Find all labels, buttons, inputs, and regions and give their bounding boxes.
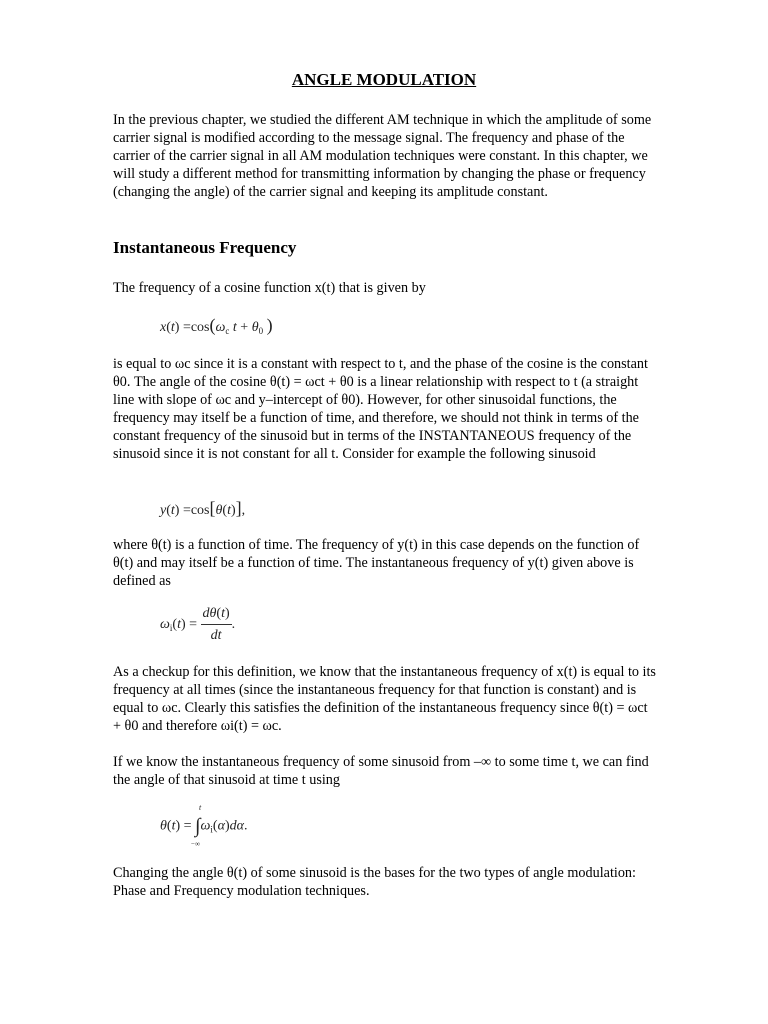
paragraph-4: As a checkup for this definition, we know that the instantaneous frequency of x(t) is equal to its frequency at all times (since the instantaneous frequency for that function is constant) and is equal to ωc. Clearly this satisfies the definition of the instantaneous frequency since θ(t) = ωct + θ0 and therefore ωi(t) = ωc. (113, 664, 656, 734)
paragraph-2: is equal to ωc since it is a constant with respect to t, and the phase of the cosine is the constant θ0. The angle of the cosine θ(t) = ωct + θ0 is a linear relationship with respect to t (a straight line with slope of ωc and y–intercept of θ0). However, for other sinusoidal functions, the frequency may itself be a function of time, and therefore, we should not think in terms of the constant frequency of the sinusoid but in terms of the INSTANTANEOUS frequency of the sinusoid since it is not constant for all t. Consider for example the following sinusoid (113, 356, 648, 462)
equation-sinusoid: y(t) =cos[θ(t)], (160, 498, 246, 518)
paragraph-5: If we know the instantaneous frequency of some sinusoid from –∞ to some time t, we can find the angle of that sinusoid at time t using (113, 754, 649, 788)
equation-angle-integral: θ(t) = ∫ t −∞ $\omega_i(\alpha)d\alpha$. (160, 803, 248, 848)
section-heading: Instantaneous Frequency (113, 238, 297, 257)
equation-cosine: $x(t) =\cos(\omega_c$ $t + \theta_0$ ) (160, 315, 273, 336)
paragraph-3: where θ(t) is a function of time. The frequency of y(t) in this case depends on the function of θ(t) and may itself be a function of time. The instantaneous frequency of y(t) given above is defined as (113, 537, 640, 589)
equation-instantaneous-frequency: $\omega_i(t)$ = $\frac{d\theta(t)}{dt}$ . (160, 606, 236, 643)
paragraph-6: Changing the angle θ(t) of some sinusoid is the bases for the two types of angle modulation: Phase and Frequency modulation techniques. (113, 865, 636, 899)
page-title: ANGLE MODULATION (291, 70, 477, 89)
paragraph-1: The frequency of a cosine function x(t) that is given by (113, 280, 426, 296)
intro-paragraph: In the previous chapter, we studied the different AM technique in which the amplitude of some carrier signal is modified according to the message signal. The frequency and phase of the carrier of the carrier signal in all AM modulation techniques were constant. In this chapter, we will study a different method for transmitting information by changing the phase or frequency (changing the angle) of the carrier signal and keeping its amplitude constant. (113, 112, 652, 200)
